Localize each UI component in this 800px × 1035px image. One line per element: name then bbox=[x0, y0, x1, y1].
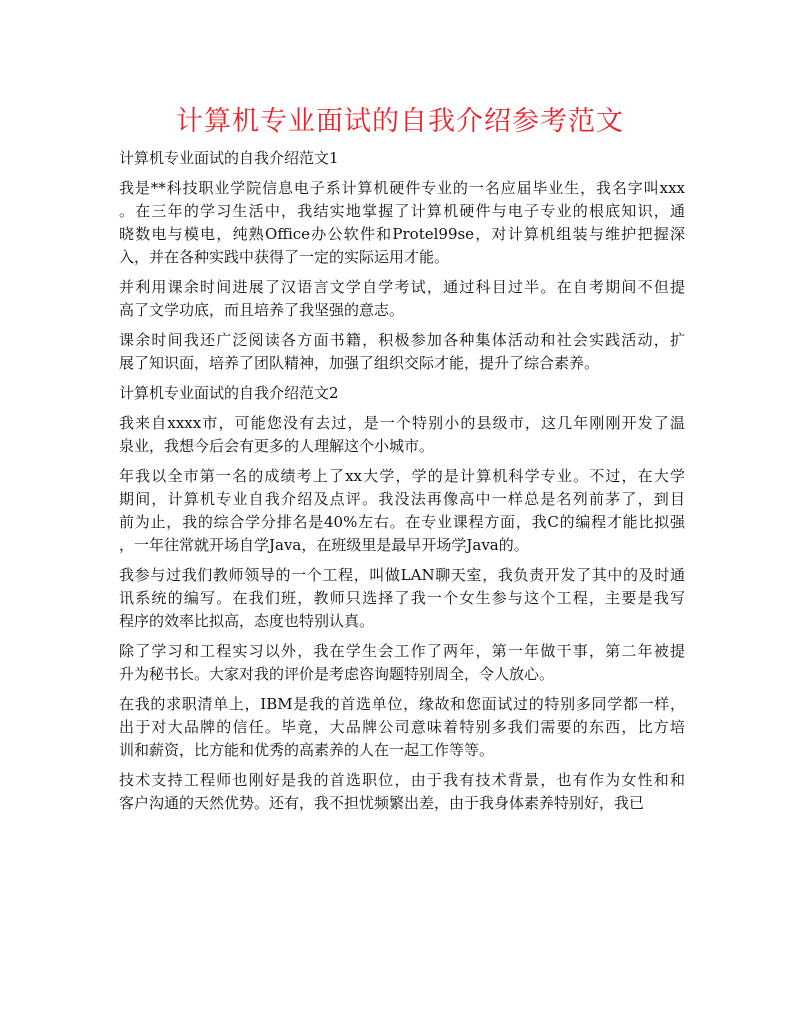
paragraph bbox=[119, 769, 685, 815]
text-line: 我是**科技职业学院信息电子系计算机硬件专业的一名应届毕业生，我名字叫xxx bbox=[119, 179, 685, 197]
paragraph bbox=[119, 329, 685, 375]
document-body bbox=[119, 147, 685, 822]
paragraph bbox=[119, 177, 685, 269]
paragraph bbox=[119, 412, 685, 458]
text-line: 在我的求职清单上，IBM是我的首选单位，缘故和您面试过的特别多同学都一样， bbox=[119, 695, 685, 713]
text-line: 升为秘书长。大家对我的评价是考虑咨询题特别周全，令人放心。 bbox=[119, 665, 555, 683]
section-heading bbox=[119, 147, 685, 170]
text-line: 我参与过我们教师领导的一个工程，叫做LAN聊天室，我负责开发了其中的及时通 bbox=[119, 566, 685, 584]
text-line: 泉业，我想今后会有更多的人理解这个小城市。 bbox=[119, 437, 435, 455]
text-line: 计算机专业面试的自我介绍范文2 bbox=[119, 384, 339, 402]
text-line: 我来自xxxx市，可能您没有去过，是一个特别小的县级市，这几年刚刚开发了温 bbox=[119, 414, 685, 432]
text-line: 讯系统的编写。在我们班，教师只选择了我一个女生参与这个工程，主要是我写 bbox=[119, 589, 685, 607]
text-line: 并利用课余时间进展了汉语言文学自学考试，通过科目过半。在自考期间不但提 bbox=[119, 278, 685, 296]
document-title: 计算机专业面试的自我介绍参考范文 bbox=[176, 106, 624, 137]
text-line: 客户沟通的天然优势。还有，我不担忧频繁出差，由于我身体素养特别好，我已 bbox=[119, 794, 645, 812]
text-line: 入，并在各种实践中获得了一定的实际运用才能。 bbox=[119, 248, 450, 266]
paragraph bbox=[119, 465, 685, 557]
text-line: 程序的效率比拟高，态度也特别认真。 bbox=[119, 612, 375, 630]
text-line: ，一年往常就开场自学Java，在班级里是最早开场学Java的。 bbox=[119, 536, 529, 554]
text-line: 除了学习和工程实习以外，我在学生会工作了两年，第一年做干事，第二年被提 bbox=[119, 642, 685, 660]
paragraph bbox=[119, 564, 685, 633]
text-line: 晓数电与模电，纯熟Office办公软件和Protel99se，对计算机组装与维护把握深 bbox=[119, 225, 685, 243]
paragraph bbox=[119, 693, 685, 762]
text-line: 训和薪资，比方能和优秀的高素养的人在一起工作等等。 bbox=[119, 741, 495, 759]
paragraph bbox=[119, 276, 685, 322]
text-line: 课余时间我还广泛阅读各方面书籍，积极参加各种集体活动和社会实践活动，扩 bbox=[119, 331, 685, 349]
text-line: 计算机专业面试的自我介绍范文1 bbox=[119, 149, 339, 167]
text-line: 前为止，我的综合学分排名是40%左右。在专业课程方面，我C的编程才能比拟强 bbox=[119, 513, 685, 531]
text-line: 技术支持工程师也刚好是我的首选职位，由于我有技术背景，也有作为女性和和 bbox=[119, 771, 685, 789]
text-line: 展了知识面，培养了团队精神，加强了组织交际才能，提升了综合素养。 bbox=[119, 354, 600, 372]
text-line: 。在三年的学习生活中，我结实地掌握了计算机硬件与电子专业的根底知识，通 bbox=[119, 202, 685, 220]
section-heading bbox=[119, 382, 685, 405]
text-line: 出于对大品牌的信任。毕竟，大品牌公司意味着特别多我们需要的东西，比方培 bbox=[119, 718, 685, 736]
paragraph bbox=[119, 640, 685, 686]
text-line: 高了文学功底，而且培养了我坚强的意志。 bbox=[119, 301, 405, 319]
text-line: 年我以全市第一名的成绩考上了xx大学，学的是计算机科学专业。不过，在大学 bbox=[119, 467, 685, 485]
text-line: 期间，计算机专业自我介绍及点评。我没法再像高中一样总是名列前茅了，到目 bbox=[119, 490, 685, 508]
